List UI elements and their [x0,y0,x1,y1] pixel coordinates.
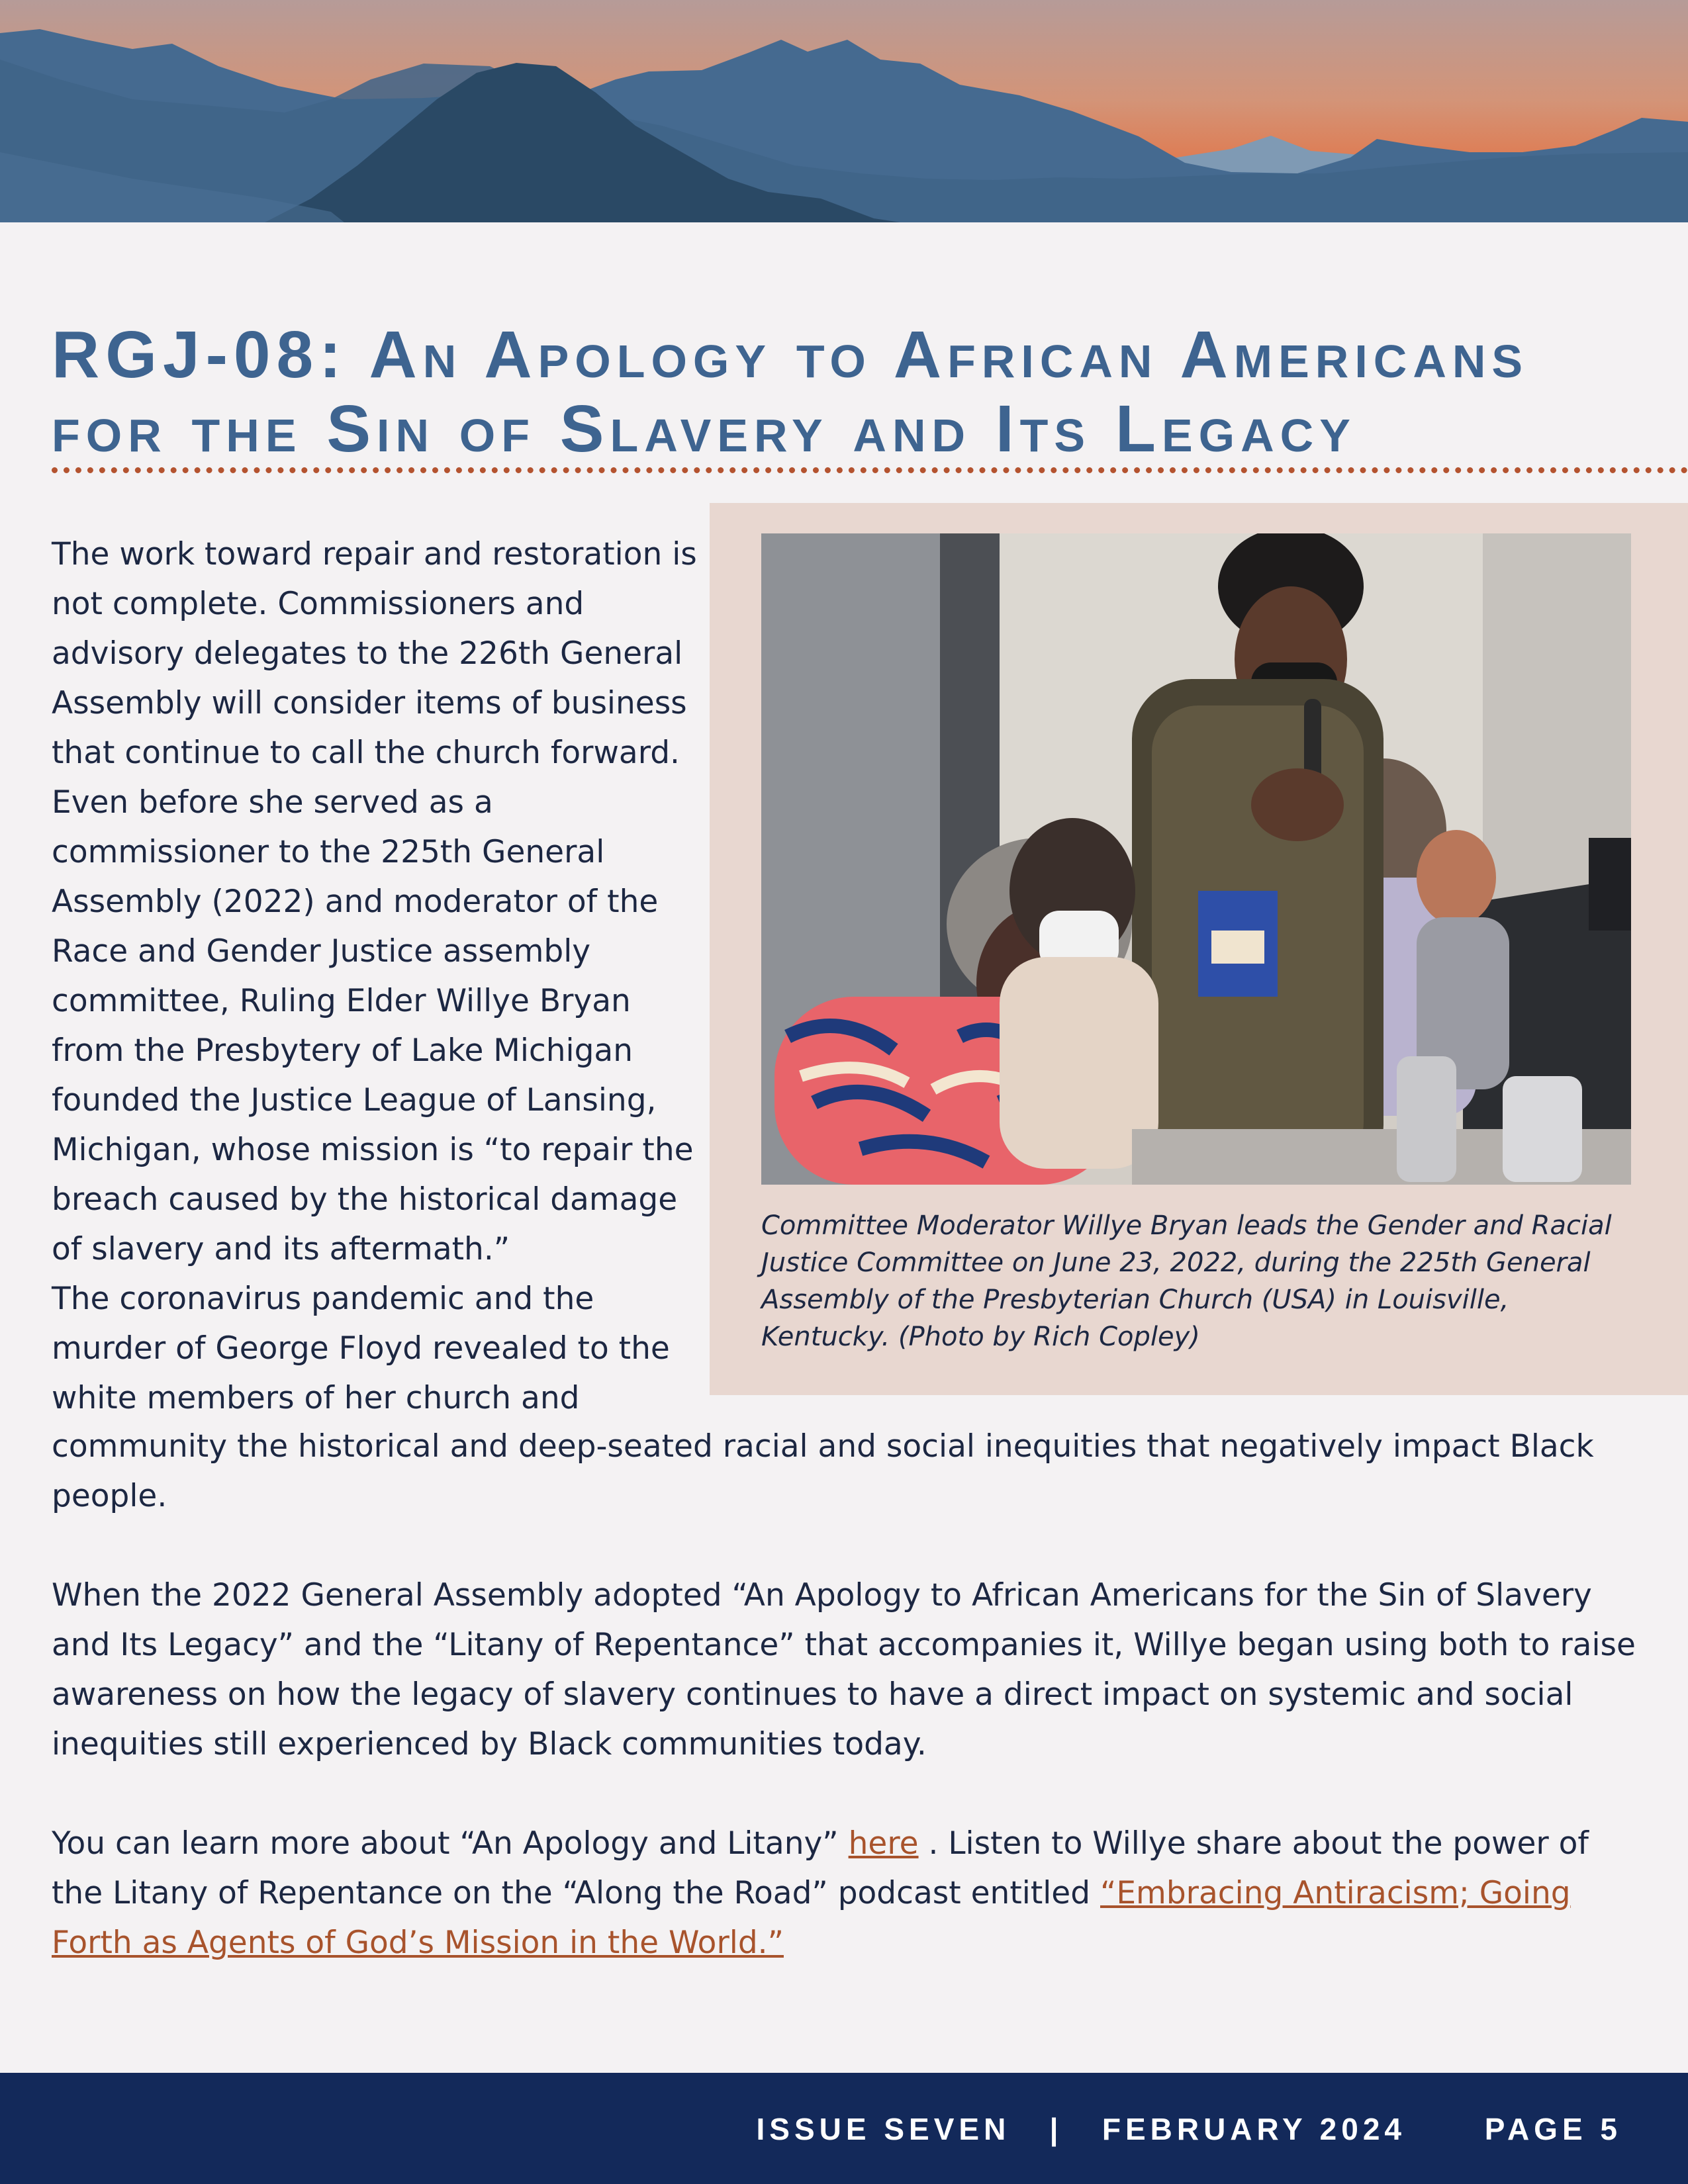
footer-issue: ISSUE SEVEN [756,2112,1011,2146]
header-mountain-banner [0,0,1688,222]
paragraph-3-end: community the historical and deep-seated racial and social inequities that negatively impact Black people. [52,1428,1594,1514]
paragraph-3-start: The coronavirus pandemic and the murder of George Floyd revealed to the white members of her church and [52,1281,670,1416]
article-title [52,318,1667,466]
paragraph-5 [52,1819,1640,1968]
footer-date: FEBRUARY 2024 [1102,2112,1406,2146]
committee-photo [761,533,1631,1185]
footer-page-number: PAGE 5 [1484,2112,1622,2146]
paragraph-2: Even before she served as a commissioner to the 225th General Assembly (2022) and moderator of the Race and Gender Justice assembly committee, Ruling Elder Willye Bryan from the Presbytery of Lake Michigan founded the Justice League of Lansing, Michigan, whose mission is “to repair the breach caused by the historical damage of slavery and its aftermath.” [52,784,694,1267]
title-dotted-rule [52,467,1688,473]
article-full-text [52,1422,1640,1968]
title-line-2: for the Sin of Slavery and Its Legacy [52,392,1356,466]
apology-litany-link[interactable]: here [848,1825,919,1862]
paragraph-5-text-middle: . Listen to Willye share about the power of the Litany of Repentance on the “Along the Road” podcast entitled [52,1825,1589,1911]
podcast-episode-link[interactable]: “Embracing Antiracism; Going Forth as Agents of God’s Mission in the World.” [52,1875,1571,1961]
photo-caption: Committee Moderator Willye Bryan leads the Gender and Racial Justice Committee on June 23, 2022, during the 225th General Assembly of the Presbyterian Church (USA) in Louisville, Kentucky. (Photo by Rich Copley) [761,1210,1612,1352]
title-line-1: RGJ-08: An Apology to African Americans [52,318,1529,392]
footer-separator: | [1049,2112,1063,2146]
footer-issue-info [757,2111,1622,2147]
article-column-text [52,529,707,1423]
paragraph-5-text-start: You can learn more about “An Apology and Litany” [52,1825,839,1862]
paragraph-4: When the 2022 General Assembly adopted “An Apology to African Americans for the Sin of Slavery and Its Legacy” and the “Litany of Repentance” that accompanies it, Willye began using both to raise awareness on how the legacy of slavery continues to have a direct impact on systemic and social inequities still experienced by Black communities today. [52,1577,1636,1762]
page-footer [0,2073,1688,2184]
paragraph-1: The work toward repair and restoration is not complete. Commissioners and advisory delegates to the 226th General Assembly will consider items of business that continue to call the church forward. [52,536,697,771]
photo-card [710,503,1688,1395]
